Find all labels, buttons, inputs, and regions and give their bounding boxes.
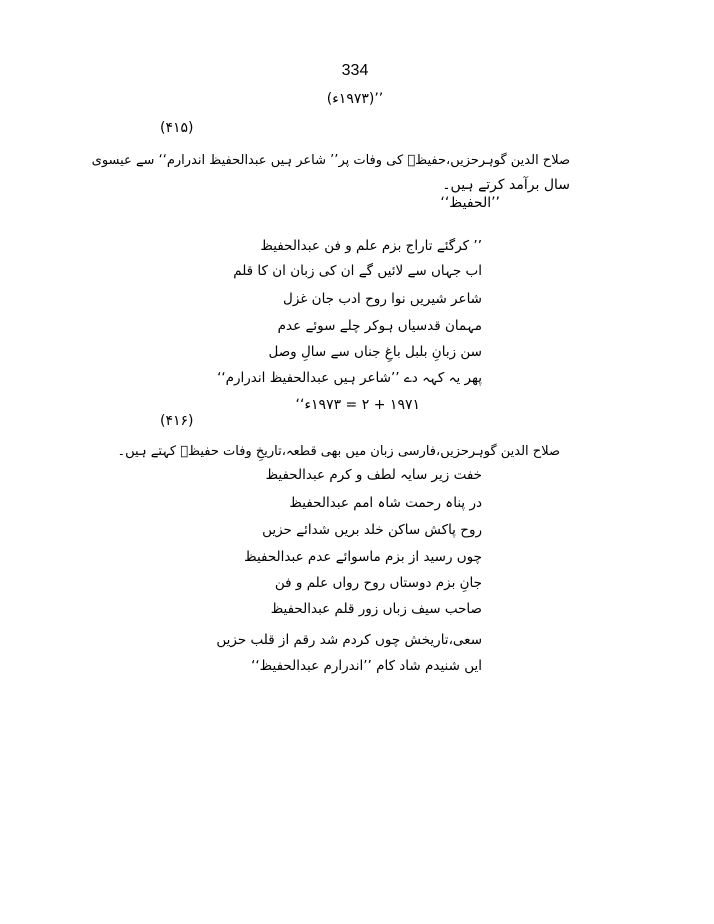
verse-line: در پناہ رحمت شاہ امم عبدالحفیظ xyxy=(289,495,482,511)
verse-line: خفت زیر سایہ لطف و کرم عبدالحفیظ xyxy=(265,467,482,483)
section-415-intro-line2: سال برآمد کرتے ہیں۔ xyxy=(442,177,570,193)
section-415-heading: ’’الحفیظ‘‘ xyxy=(440,195,500,211)
verse-line: اب جہاں سے لائیں گے ان کی زبان ان کا قلم xyxy=(233,263,482,279)
verse-line: ’’ کرگئے تاراج بزم علم و فن عبدالحفیظ xyxy=(260,238,482,254)
section-415-intro-line1: صلاح الدین گوہرحزیں،حفیظؔ کی وفات پر’’ شاعر ہیں عبدالحفیظ اندرارم‘‘ سے عیسوی xyxy=(91,153,570,168)
verse-line: جانِ بزم دوستاں روح رواں علم و فن xyxy=(274,575,482,591)
year-calculation: ۱۹۷۱ + ۲ = ۱۹۷۳ء‘‘ xyxy=(295,397,420,413)
verse-line: شاعر شیریں نوا روح ادب جان غزل xyxy=(283,291,482,307)
verse-line: چوں رسید از بزم ماسوائے عدم عبدالحفیظ xyxy=(244,549,482,565)
verse-line: سن زبانِ بلبل باغِ جناں سے سالِ وصل xyxy=(268,344,482,360)
section-415-number: (۴۱۵) xyxy=(160,120,194,136)
header-year: ’’(۱۹۷۳ء) xyxy=(326,91,384,107)
verse-line: صاحب سیف زباں زور قلم عبدالحفیظ xyxy=(270,601,482,617)
verse-line: روح پاکش ساکن خلد بریں شدائے حزیں xyxy=(262,522,482,538)
closing-verse-line: ایں شنیدم شاد کام ’’اندرارم عبدالحفیظ‘‘ xyxy=(251,658,482,674)
verse-line: پھر یہ کہہ دے ’’شاعر ہیں عبدالحفیظ اندرارم‘‘ xyxy=(217,370,482,386)
closing-verse-line: سعی،تاریخش چوں کردم شد رقم از قلب حزیں xyxy=(216,632,482,648)
page-number: 334 xyxy=(341,62,369,79)
section-416-number: (۴۱۶) xyxy=(160,413,194,429)
section-416-intro: صلاح الدین گوہرحزیں،فارسی زبان میں بھی قطعہ،تاریخِ وفات حفیظؔ کہتے ہیں۔ xyxy=(117,444,560,459)
verse-line: مہمان قدسیاں ہوکر چلے سوئے عدم xyxy=(277,318,482,334)
